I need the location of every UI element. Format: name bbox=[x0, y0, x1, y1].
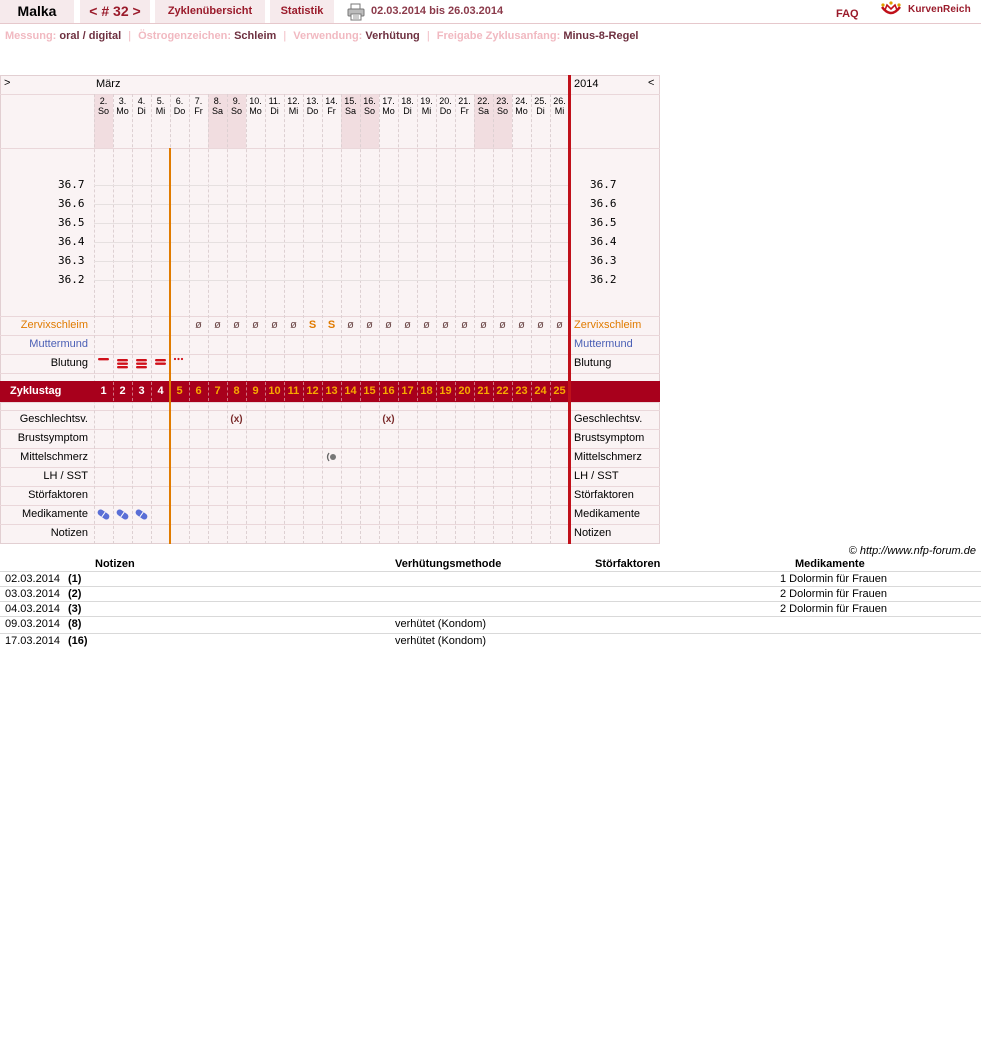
bleeding-light-icon bbox=[97, 356, 111, 370]
row-separator bbox=[0, 148, 660, 149]
cervical-mucus-symbol: ø bbox=[195, 319, 202, 331]
day-number: 25. bbox=[534, 96, 547, 106]
weekday-label: Fr bbox=[194, 106, 203, 116]
weekday-label: Fr bbox=[327, 106, 336, 116]
cycle-day-number: 22 bbox=[496, 385, 509, 397]
temperature-gridline bbox=[94, 204, 569, 205]
row-label-zervix: Zervixschleim bbox=[20, 319, 88, 331]
cervical-mucus-symbol: ø bbox=[385, 319, 392, 331]
note-date: 09.03.2014 bbox=[5, 618, 61, 630]
note-method: verhütet (Kondom) bbox=[395, 618, 487, 630]
weekday-label: Mo bbox=[515, 106, 528, 116]
cycle-day-number: 16 bbox=[382, 385, 395, 397]
cycle-day-number: 17 bbox=[401, 385, 414, 397]
note-medication: 1 Dolormin für Frauen bbox=[780, 573, 887, 585]
day-number: 26. bbox=[553, 96, 566, 106]
row-separator bbox=[0, 429, 660, 430]
day-gridline bbox=[151, 94, 152, 544]
next-cycle-arrow[interactable]: < bbox=[648, 77, 655, 89]
cycle-day-number: 12 bbox=[306, 385, 319, 397]
day-number: 19. bbox=[420, 96, 433, 106]
row-label-right-notizen: Notizen bbox=[574, 527, 612, 539]
cycle-day-number: 4 bbox=[157, 385, 164, 397]
bleeding-spotting-icon bbox=[173, 356, 187, 370]
row-label-stoer: Störfaktoren bbox=[28, 489, 88, 501]
note-date: 03.03.2014 bbox=[5, 588, 61, 600]
column-header-method: Verhütungsmethode bbox=[395, 558, 502, 570]
note-cycle-day: (16) bbox=[68, 635, 88, 647]
cycle-day-number: 14 bbox=[344, 385, 357, 397]
tab-statistics[interactable]: Statistik bbox=[270, 0, 334, 23]
weekday-label: Fr bbox=[460, 106, 469, 116]
column-header-disruptions: Störfaktoren bbox=[595, 558, 661, 570]
temperature-label-left: 36.2 bbox=[58, 273, 85, 286]
intercourse-mark: (x) bbox=[382, 414, 395, 425]
day-number: 9. bbox=[232, 96, 241, 106]
cycle-day-number: 20 bbox=[458, 385, 471, 397]
temperature-label-left: 36.3 bbox=[58, 254, 85, 267]
weekday-label: So bbox=[97, 106, 109, 116]
temperature-label-left: 36.6 bbox=[58, 197, 85, 210]
cervical-mucus-symbol: ø bbox=[271, 319, 278, 331]
cervical-mucus-symbol: ø bbox=[233, 319, 240, 331]
cervical-mucus-symbol: ø bbox=[404, 319, 411, 331]
row-label-right-lh: LH / SST bbox=[574, 470, 619, 482]
faq-link[interactable]: FAQ bbox=[836, 8, 859, 20]
tab-cycle-overview[interactable]: Zyklenübersicht bbox=[155, 0, 265, 23]
cycle-day-number: 10 bbox=[268, 385, 281, 397]
cycle-chart bbox=[0, 75, 660, 544]
temperature-label-right: 36.3 bbox=[590, 254, 617, 267]
copyright-notice: © http://www.nfp-forum.de bbox=[848, 545, 976, 557]
note-date: 04.03.2014 bbox=[5, 603, 61, 615]
measurement-label: Messung: bbox=[5, 30, 57, 42]
cervical-mucus-symbol: ø bbox=[290, 319, 297, 331]
day-gridline bbox=[113, 94, 114, 544]
previous-cycle-arrow[interactable]: > bbox=[4, 77, 11, 89]
row-label-right-blutung: Blutung bbox=[574, 357, 612, 369]
day-number: 22. bbox=[477, 96, 490, 106]
day-gridline bbox=[94, 94, 95, 544]
weekday-label: Sa bbox=[477, 106, 489, 116]
temperature-label-right: 36.7 bbox=[590, 178, 617, 191]
separator: | bbox=[128, 30, 132, 42]
weekday-label: Di bbox=[270, 106, 279, 116]
row-separator bbox=[0, 410, 660, 411]
cycle-date-range: 02.03.2014 bis 26.03.2014 bbox=[371, 5, 504, 17]
day-number: 16. bbox=[363, 96, 376, 106]
cervical-mucus-symbol: S bbox=[308, 319, 317, 331]
temperature-label-right: 36.2 bbox=[590, 273, 617, 286]
temperature-label-left: 36.5 bbox=[58, 216, 85, 229]
row-label-medi: Medikamente bbox=[21, 508, 88, 520]
cycle-day-number: 18 bbox=[420, 385, 433, 397]
temperature-gridline bbox=[94, 280, 569, 281]
note-date: 17.03.2014 bbox=[5, 635, 61, 647]
day-number: 14. bbox=[325, 96, 338, 106]
cervical-mucus-symbol: ø bbox=[461, 319, 468, 331]
row-label-right-zervix: Zervixschleim bbox=[574, 319, 642, 331]
temperature-label-left: 36.4 bbox=[58, 235, 85, 248]
separator: | bbox=[426, 30, 430, 42]
weekday-label: So bbox=[230, 106, 242, 116]
table-row bbox=[0, 586, 981, 601]
cervical-mucus-symbol: ø bbox=[252, 319, 259, 331]
day-number: 15. bbox=[344, 96, 357, 106]
usage-label: Verwendung: bbox=[293, 30, 363, 42]
row-separator bbox=[0, 373, 660, 374]
table-row bbox=[0, 616, 981, 631]
cervical-mucus-symbol: ø bbox=[347, 319, 354, 331]
row-label-right-medi: Medikamente bbox=[574, 508, 641, 520]
table-row bbox=[0, 601, 981, 616]
row-label-mittel: Mittelschmerz bbox=[20, 451, 88, 463]
weekday-label: Do bbox=[439, 106, 452, 116]
bleeding-heavy-icon bbox=[116, 356, 130, 370]
cycle-day-number: 7 bbox=[214, 385, 221, 397]
day-number: 8. bbox=[213, 96, 222, 106]
cervical-mucus-symbol: ø bbox=[556, 319, 563, 331]
cycle-day-number: 23 bbox=[515, 385, 528, 397]
note-cycle-day: (8) bbox=[68, 618, 82, 630]
cycle-day-number: 9 bbox=[252, 385, 259, 397]
cervical-mucus-symbol: ø bbox=[366, 319, 373, 331]
weekday-label: So bbox=[496, 106, 508, 116]
cervical-mucus-symbol: ø bbox=[480, 319, 487, 331]
row-separator bbox=[0, 486, 660, 487]
weekday-label: Sa bbox=[211, 106, 223, 116]
note-medication: 2 Dolormin für Frauen bbox=[780, 603, 887, 615]
cervical-mucus-symbol: ø bbox=[423, 319, 430, 331]
weekday-label: Mi bbox=[554, 106, 565, 116]
weekday-label: Di bbox=[536, 106, 545, 116]
cycle-day-number: 3 bbox=[138, 385, 145, 397]
pill-icon bbox=[134, 508, 149, 521]
bleeding-medium-icon bbox=[154, 356, 168, 370]
month-label: März bbox=[96, 78, 121, 90]
row-label-brust: Brustsymptom bbox=[17, 432, 88, 444]
row-label-muttermund: Muttermund bbox=[29, 338, 88, 350]
intercourse-mark: (x) bbox=[230, 414, 243, 425]
row-separator bbox=[0, 467, 660, 468]
row-label-right-brust: Brustsymptom bbox=[574, 432, 645, 444]
cycle-day-number: 8 bbox=[233, 385, 240, 397]
row-label-zyklustag: Zyklustag bbox=[10, 385, 62, 397]
table-row bbox=[0, 571, 981, 586]
temperature-label-right: 36.4 bbox=[590, 235, 617, 248]
row-label-gv: Geschlechtsv. bbox=[19, 413, 88, 425]
note-cycle-day: (1) bbox=[68, 573, 82, 585]
row-separator bbox=[0, 448, 660, 449]
note-cycle-day: (2) bbox=[68, 588, 82, 600]
row-separator bbox=[0, 94, 660, 95]
cycle-day-number: 13 bbox=[325, 385, 338, 397]
day-number: 11. bbox=[268, 96, 281, 106]
weekday-label: Sa bbox=[344, 106, 356, 116]
cycle-day-number: 2 bbox=[119, 385, 126, 397]
temperature-gridline bbox=[94, 261, 569, 262]
row-separator bbox=[0, 335, 660, 336]
printer-icon[interactable] bbox=[347, 3, 365, 21]
weekday-label: Do bbox=[306, 106, 319, 116]
cycle-day-number: 6 bbox=[195, 385, 202, 397]
pill-icon bbox=[115, 508, 130, 521]
note-date: 02.03.2014 bbox=[5, 573, 61, 585]
year-label: 2014 bbox=[574, 78, 599, 90]
temperature-gridline bbox=[94, 223, 569, 224]
separator: | bbox=[283, 30, 287, 42]
weekday-label: Mo bbox=[382, 106, 395, 116]
day-number: 6. bbox=[175, 96, 184, 106]
temperature-label-left: 36.7 bbox=[58, 178, 85, 191]
weekday-label: Mo bbox=[249, 106, 262, 116]
weekday-label: Mi bbox=[155, 106, 166, 116]
settings-summary bbox=[5, 30, 639, 42]
day-number: 21. bbox=[458, 96, 471, 106]
cycle-day-number: 5 bbox=[176, 385, 183, 397]
note-method: verhütet (Kondom) bbox=[395, 635, 487, 647]
row-label-right-gv: Geschlechtsv. bbox=[574, 413, 643, 425]
day-number: 3. bbox=[118, 96, 127, 106]
weekday-label: Mi bbox=[421, 106, 432, 116]
day-number: 10. bbox=[249, 96, 262, 106]
cervical-mucus-symbol: ø bbox=[499, 319, 506, 331]
column-header-notes: Notizen bbox=[95, 558, 135, 570]
weekday-label: Mo bbox=[116, 106, 129, 116]
day-number: 7. bbox=[194, 96, 203, 106]
cervical-mucus-symbol: ø bbox=[537, 319, 544, 331]
release-divider-line bbox=[169, 148, 171, 544]
bleeding-heavy-icon bbox=[135, 356, 149, 370]
mittelschmerz-icon bbox=[326, 451, 338, 463]
pill-icon bbox=[96, 508, 111, 521]
cervical-mucus-symbol: ø bbox=[518, 319, 525, 331]
brand-name: KurvenReich bbox=[908, 4, 971, 15]
temperature-gridline bbox=[94, 185, 569, 186]
note-medication: 2 Dolormin für Frauen bbox=[780, 588, 887, 600]
cervical-mucus-symbol: ø bbox=[442, 319, 449, 331]
estrogen-value: Schleim bbox=[234, 30, 277, 42]
cycle-day-number: 19 bbox=[439, 385, 452, 397]
temperature-label-right: 36.5 bbox=[590, 216, 617, 229]
cycle-day-number: 11 bbox=[287, 385, 300, 397]
temperature-gridline bbox=[94, 242, 569, 243]
cycle-day-number: 15 bbox=[363, 385, 376, 397]
row-separator bbox=[0, 402, 660, 403]
cervical-mucus-symbol: ø bbox=[214, 319, 221, 331]
cycle-day-number: 25 bbox=[553, 385, 566, 397]
row-separator bbox=[0, 354, 660, 355]
crown-logo-icon bbox=[880, 1, 902, 19]
row-label-right-mittel: Mittelschmerz bbox=[574, 451, 642, 463]
note-cycle-day: (3) bbox=[68, 603, 82, 615]
usage-value: Verhütung bbox=[365, 30, 420, 42]
day-number: 4. bbox=[137, 96, 146, 106]
cervical-mucus-symbol: S bbox=[327, 319, 336, 331]
day-number: 17. bbox=[382, 96, 395, 106]
day-number: 20. bbox=[439, 96, 452, 106]
row-label-lh: LH / SST bbox=[43, 470, 88, 482]
estrogen-label: Östrogenzeichen: bbox=[138, 30, 232, 42]
weekday-label: Do bbox=[173, 106, 186, 116]
cycle-day-number: 21 bbox=[477, 385, 490, 397]
day-gridline bbox=[132, 94, 133, 544]
column-header-medication: Medikamente bbox=[795, 558, 865, 570]
release-label: Freigabe Zyklusanfang: bbox=[436, 30, 561, 42]
cycle-day-number: 24 bbox=[534, 385, 547, 397]
day-number: 5. bbox=[156, 96, 165, 106]
table-row bbox=[0, 633, 981, 648]
temperature-label-right: 36.6 bbox=[590, 197, 617, 210]
measurement-value: oral / digital bbox=[59, 30, 122, 42]
day-number: 2. bbox=[99, 96, 108, 106]
row-label-blutung: Blutung bbox=[50, 357, 88, 369]
row-separator bbox=[0, 524, 660, 525]
day-number: 12. bbox=[287, 96, 300, 106]
weekday-label: Di bbox=[403, 106, 412, 116]
user-name-tab[interactable]: Malka bbox=[0, 0, 74, 23]
row-label-right-stoer: Störfaktoren bbox=[574, 489, 634, 501]
day-number: 24. bbox=[515, 96, 528, 106]
weekday-label: Mi bbox=[288, 106, 299, 116]
day-number: 23. bbox=[496, 96, 509, 106]
row-separator bbox=[0, 505, 660, 506]
cycle-navigator[interactable]: < # 32 > bbox=[80, 0, 150, 23]
weekday-label: So bbox=[363, 106, 375, 116]
release-value: Minus-8-Regel bbox=[563, 30, 639, 42]
cycle-day-number: 1 bbox=[100, 385, 107, 397]
cycle-end-line bbox=[568, 75, 571, 544]
row-label-right-muttermund: Muttermund bbox=[574, 338, 633, 350]
weekday-label: Di bbox=[137, 106, 146, 116]
day-number: 18. bbox=[401, 96, 414, 106]
row-label-notizen: Notizen bbox=[50, 527, 88, 539]
top-navigation-bar bbox=[0, 0, 981, 24]
day-number: 13. bbox=[306, 96, 319, 106]
